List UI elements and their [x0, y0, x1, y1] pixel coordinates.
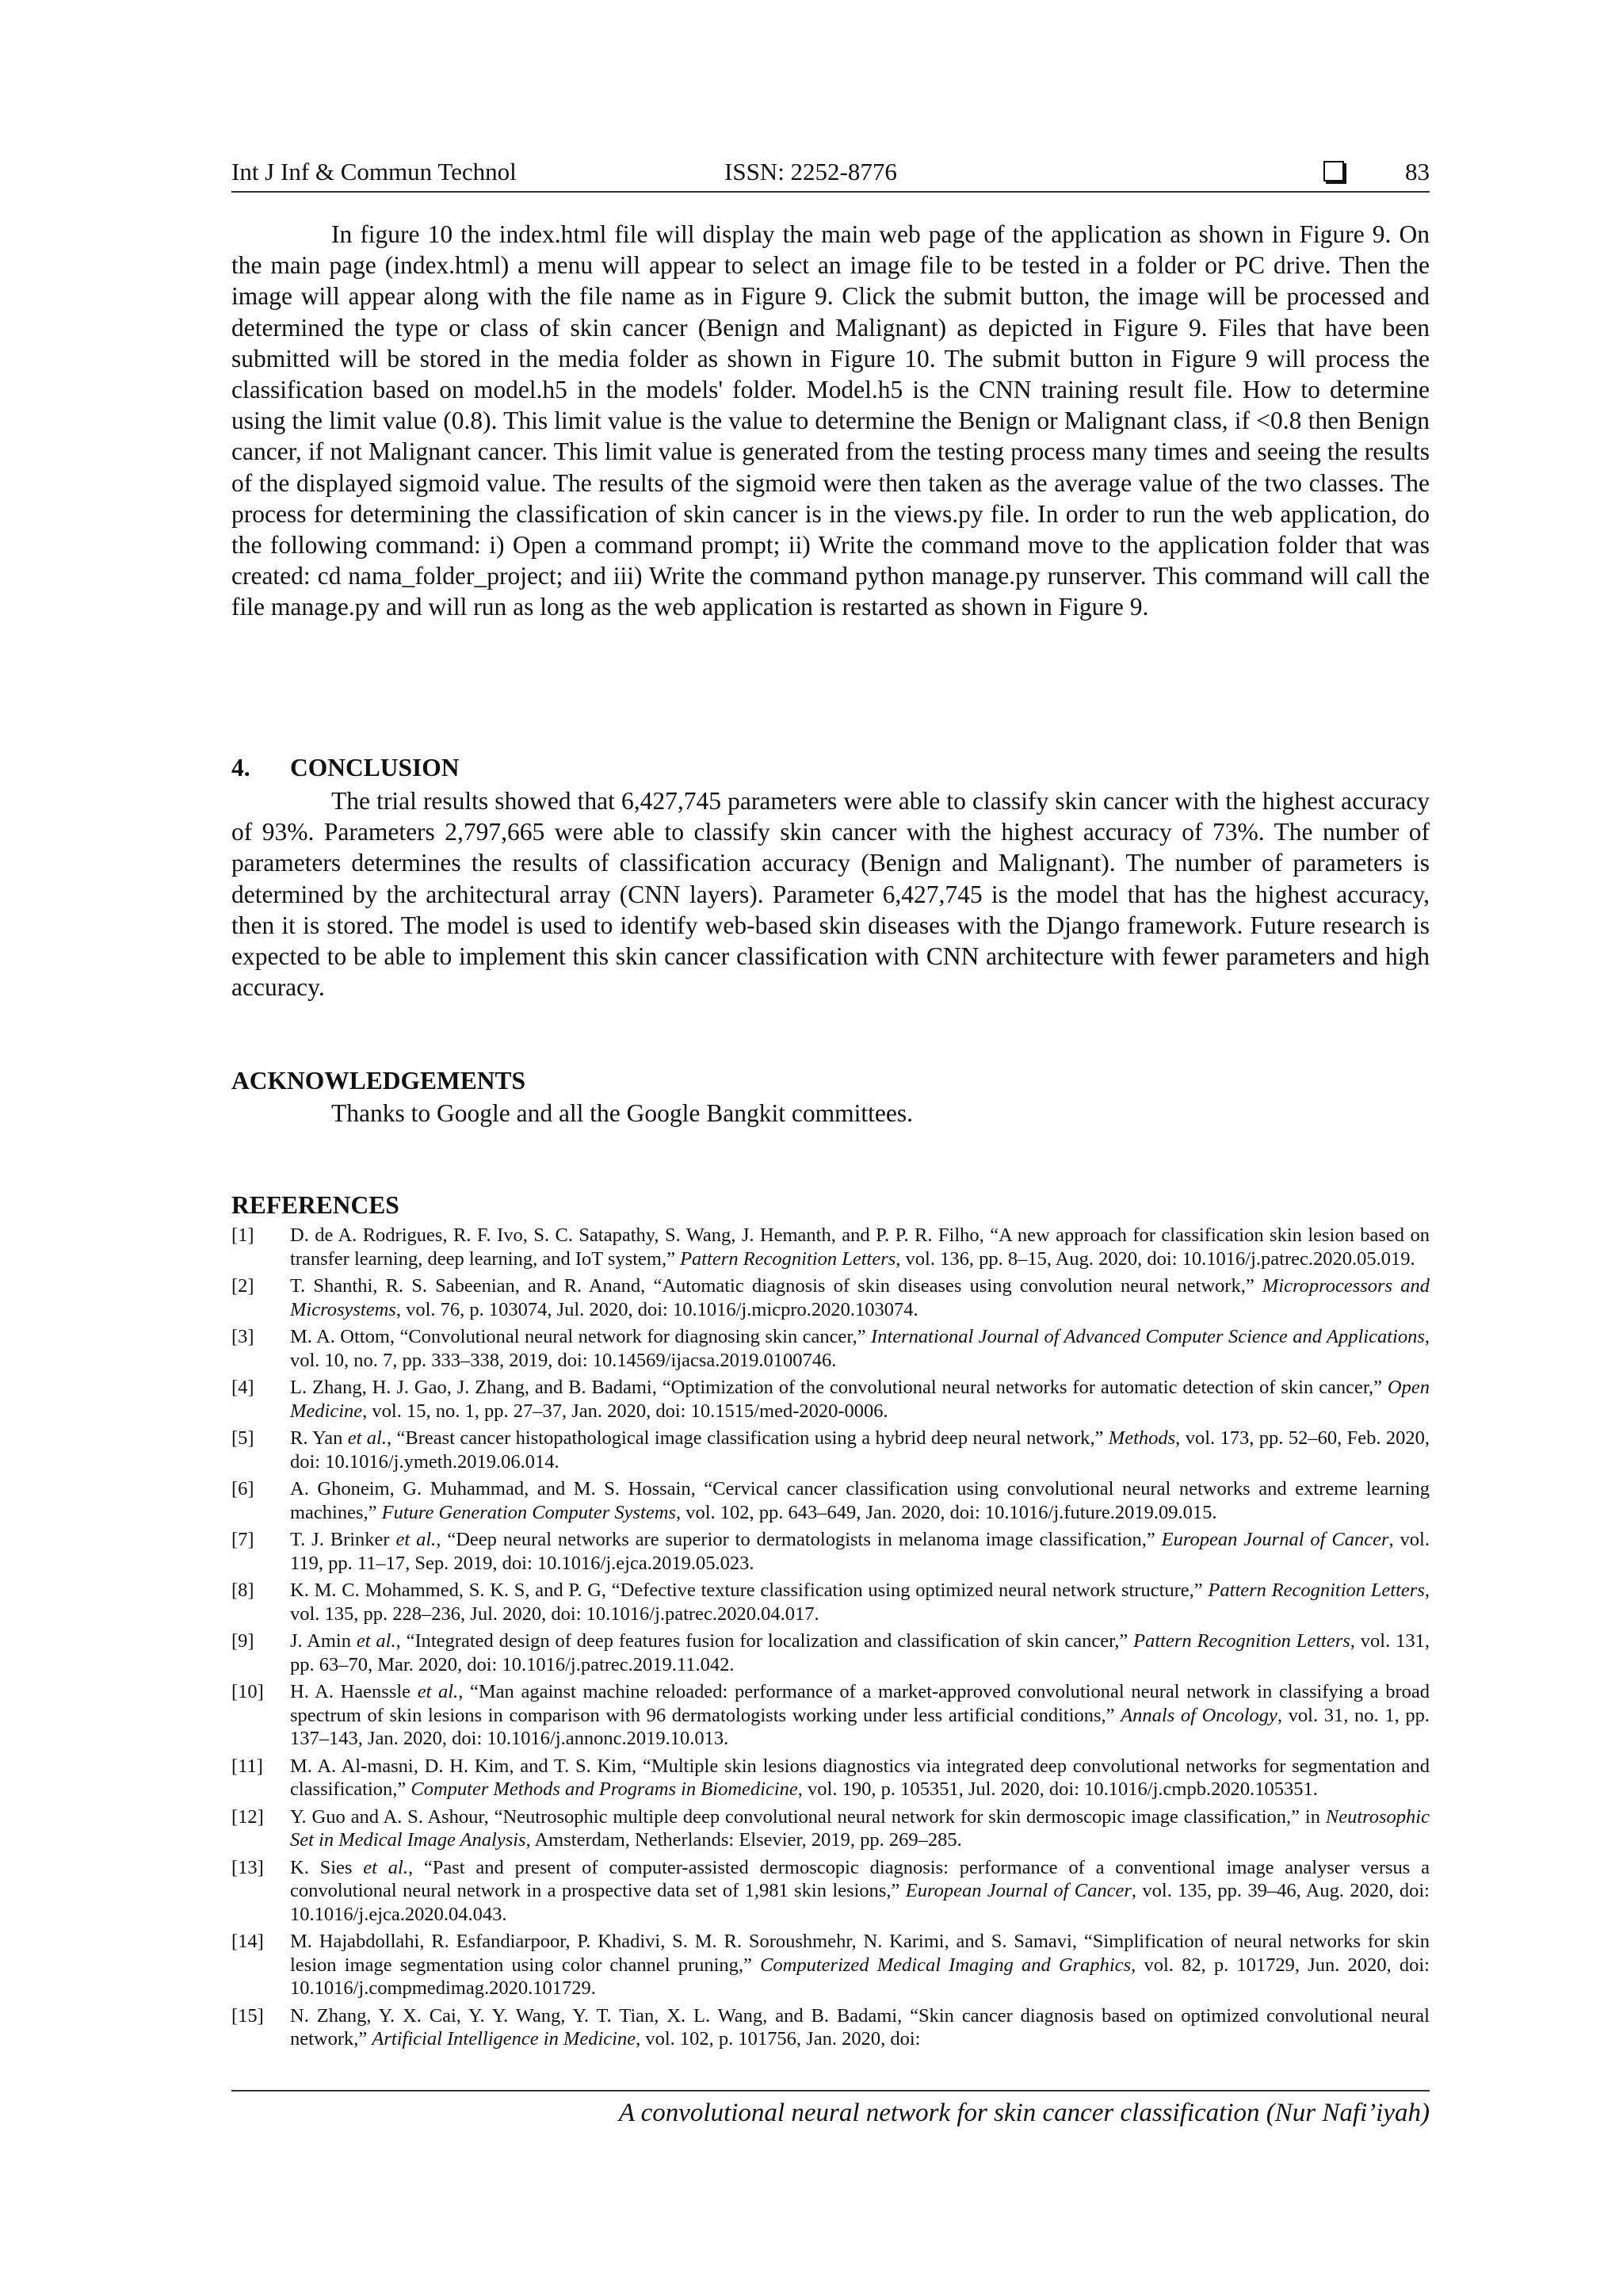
- reference-venue: Future Generation Computer Systems: [381, 1501, 676, 1523]
- acknowledgements-heading: [231, 1067, 525, 1095]
- reference-number: [14]: [231, 1931, 264, 1952]
- reference-item: [231, 1376, 1430, 1423]
- reference-venue: Pattern Recognition Letters: [1208, 1580, 1425, 1601]
- reference-etal: et al.: [347, 1427, 387, 1449]
- reference-item: [231, 1579, 1430, 1626]
- reference-number: [9]: [231, 1630, 254, 1652]
- reference-venue: European Journal of Cancer: [905, 1880, 1132, 1901]
- reference-venue: Methods: [1108, 1427, 1176, 1449]
- reference-venue: Artificial Intelligence in Medicine: [372, 2028, 636, 2050]
- reference-etal: et al.: [395, 1529, 437, 1550]
- reference-title-text: , “Man against machine reloaded: performance of a market-approved convolutional neural network in classifying a broad spectrum of skin lesions in comparison with 96 dermatologists working under less artificial conditions,”: [290, 1681, 1430, 1726]
- reference-text: A. Ghoneim, G. Muhammad, and M. S. Hossain, “Cervical cancer classification using convolutional neural networks and extreme learning machines,”: [290, 1478, 1430, 1523]
- reference-venue: Annals of Oncology: [1121, 1704, 1277, 1726]
- reference-details: , vol. 102, p. 101756, Jan. 2020, doi:: [636, 2028, 921, 2050]
- reference-text: T. Shanthi, R. S. Sabeenian, and R. Anand, “Automatic diagnosis of skin diseases using convolution neural network,”: [290, 1275, 1262, 1297]
- reference-item: [231, 1805, 1430, 1852]
- reference-item: [231, 1427, 1430, 1473]
- reference-venue: Computer Methods and Programs in Biomedicine: [411, 1778, 798, 1800]
- references-heading: [231, 1191, 399, 1220]
- conclusion-heading: [231, 754, 460, 782]
- conclusion-number: 4.: [231, 754, 250, 781]
- reference-text: R. Yan: [290, 1427, 348, 1449]
- reference-number: [4]: [231, 1377, 254, 1398]
- reference-details: , vol. 102, pp. 643–649, Jan. 2020, doi: 10.1016/j.future.2019.09.015.: [675, 1501, 1217, 1523]
- reference-text: D. de A. Rodrigues, R. F. Ivo, S. C. Satapathy, S. Wang, J. Hemanth, and P. P. R. Filho, “A new approach for classification skin lesion based on transfer learning, deep learning, and IoT system,”: [290, 1224, 1430, 1270]
- reference-number: [12]: [231, 1805, 264, 1828]
- reference-item: [231, 1528, 1430, 1575]
- reference-number: [1]: [231, 1224, 254, 1246]
- reference-details: , vol. 135, pp. 228–236, Jul. 2020, doi: 10.1016/j.patrec.2020.04.017.: [290, 1580, 1430, 1625]
- reference-text: M. A. Ottom, “Convolutional neural network for diagnosing skin cancer,”: [290, 1326, 872, 1347]
- reference-title-text: , “Breast cancer histopathological image classification using a hybrid deep neural network,”: [386, 1427, 1109, 1449]
- reference-etal: et al.: [417, 1681, 459, 1702]
- reference-number: [13]: [231, 1856, 264, 1878]
- intro-paragraph: In figure 10 the index.html file will display the main web page of the application as shown in Figure 9. On the main page (index.html) a menu will appear to select an image file to be tested in a folder or PC drive. Then the image will appear along with the file name as in Figure 9. Click the submit button, the image will be processed and determined the type or class of skin cancer (Benign and Malignant) as depicted in Figure 9. Files that have been submitted will be stored in the media folder as shown in Figure 10. The submit button in Figure 9 will process the classification based on model.h5 in the models' folder. Model.h5 is the CNN training result file. How to determine using the limit value (0.8). This limit value is the value to determine the Benign or Malignant class, if <0.8 then Benign cancer, if not Malignant cancer. This limit value is generated from the testing process many times and seeing the results of the displayed sigmoid value. The results of the sigmoid were then taken as the average value of the two classes. The process for determining the classification of skin cancer is in the views.py file. In order to run the web application, do the following command: i) Open a command prompt; ii) Write the command move to the application folder that was created: cd nama_folder_project; and iii) Write the command python manage.py runserver. This command will call the file manage.py and will run as long as the web application is restarted as shown in Figure 9.: [231, 220, 1430, 621]
- reference-details: , vol. 135, pp. 39–46, Aug. 2020, doi: 10.1016/j.ejca.2020.04.043.: [290, 1880, 1430, 1925]
- reference-number: [10]: [231, 1681, 264, 1702]
- reference-number: [8]: [231, 1580, 254, 1601]
- reference-list: [231, 1224, 1430, 2055]
- conclusion-paragraph: The trial results showed that 6,427,745 parameters were able to classify skin cancer with the highest accuracy of 93%. Parameters 2,797,665 were able to classify skin cancer with the highest accuracy of 73%. The number of parameters determines the results of classification accuracy (Benign and Malignant). The number of parameters is determined by the architectural array (CNN layers). Parameter 6,427,745 is the model that has the highest accuracy, then it is stored. The model is used to identify web-based skin diseases with the Django framework. Future research is expected to be able to implement this skin cancer classification with CNN architecture with fewer parameters and high accuracy.: [231, 787, 1430, 1002]
- footer-divider: [231, 2090, 1430, 2092]
- acknowledgements-paragraph: Thanks to Google and all the Google Bangkit committees.: [331, 1099, 913, 1127]
- reference-text: K. M. C. Mohammed, S. K. S, and P. G, “Defective texture classification using optimized neural network structure,”: [290, 1580, 1209, 1601]
- acknowledgements-block: [231, 1098, 1430, 1129]
- reference-details: , vol. 10, no. 7, pp. 333–338, 2019, doi: 10.14569/ijacsa.2019.0100746.: [290, 1326, 1430, 1371]
- references-title: REFERENCES: [231, 1191, 399, 1219]
- reference-number: [2]: [231, 1275, 254, 1297]
- reference-title-text: , “Integrated design of deep features fusion for localization and classification of skin cancer,”: [395, 1630, 1134, 1652]
- reference-number: [3]: [231, 1326, 254, 1347]
- reference-details: , vol. 136, pp. 8–15, Aug. 2020, doi: 10.1016/j.patrec.2020.05.019.: [896, 1247, 1415, 1270]
- reference-item: [231, 1274, 1430, 1321]
- conclusion-block: [231, 785, 1430, 1003]
- reference-venue: Pattern Recognition Letters: [1133, 1630, 1350, 1652]
- reference-item: [231, 1629, 1430, 1676]
- reference-text: T. J. Brinker: [290, 1529, 396, 1550]
- reference-text: J. Amin: [290, 1630, 357, 1652]
- reference-text: N. Zhang, Y. X. Cai, Y. Y. Wang, Y. T. Tian, X. L. Wang, and B. Badami, “Skin cancer diagnosis based on optimized convolutional neural network,”: [290, 2004, 1430, 2050]
- reference-item: [231, 1755, 1430, 1801]
- reference-venue: European Journal of Cancer: [1161, 1529, 1389, 1550]
- reference-details: , vol. 76, p. 103074, Jul. 2020, doi: 10.1016/j.micpro.2020.103074.: [395, 1298, 918, 1320]
- reference-item: [231, 2004, 1430, 2051]
- reference-item: [231, 1325, 1430, 1372]
- reference-text: L. Zhang, H. J. Gao, J. Zhang, and B. Badami, “Optimization of the convolutional neural networks for automatic detection of skin cancer,”: [290, 1377, 1388, 1398]
- reference-text: M. Hajabdollahi, R. Esfandiarpoor, P. Khadivi, S. M. R. Soroushmehr, N. Karimi, and S. Samavi, “Simplification of neural networks for skin lesion image segmentation using color channel pruning,”: [290, 1931, 1430, 1976]
- reference-number: [6]: [231, 1478, 254, 1499]
- reference-text: M. A. Al-masni, D. H. Kim, and T. S. Kim, “Multiple skin lesions diagnostics via integrated deep convolutional networks for segmentation and classification,”: [290, 1755, 1430, 1800]
- reference-item: [231, 1477, 1430, 1524]
- reference-details: , vol. 131, pp. 63–70, Mar. 2020, doi: 10.1016/j.patrec.2019.11.042.: [290, 1630, 1430, 1675]
- page-header: [231, 155, 1430, 193]
- reference-title-text: , “Past and present of computer-assisted dermoscopic diagnosis: performance of a conventional image analyser versus a convolutional neural network in a prospective data set of 1,981 skin lesions,”: [290, 1856, 1430, 1901]
- reference-title-text: , “Deep neural networks are superior to dermatologists in melanoma image classification,”: [436, 1529, 1162, 1550]
- reference-venue: Open Medicine: [290, 1377, 1430, 1422]
- reference-number: [7]: [231, 1529, 254, 1550]
- reference-text: Y. Guo and A. S. Ashour, “Neutrosophic multiple deep convolutional neural network for skin dermoscopic image classification,” in: [290, 1805, 1326, 1828]
- reference-etal: et al.: [356, 1630, 396, 1652]
- reference-venue: Pattern Recognition Letters: [680, 1247, 896, 1270]
- reference-venue: Computerized Medical Imaging and Graphics: [760, 1954, 1132, 1976]
- reference-details: , vol. 82, p. 101729, Jun. 2020, doi: 10.1016/j.compmedimag.2020.101729.: [290, 1954, 1430, 1999]
- reference-details: , vol. 173, pp. 52–60, Feb. 2020, doi: 10.1016/j.ymeth.2019.06.014.: [290, 1427, 1430, 1473]
- reference-venue: International Journal of Advanced Computer Science and Applications: [871, 1326, 1425, 1347]
- reference-item: [231, 1680, 1430, 1751]
- reference-text: K. Sies: [290, 1856, 364, 1878]
- page-number: 83: [1405, 158, 1430, 185]
- reference-text: H. A. Haenssle: [290, 1681, 418, 1702]
- reference-details: , Amsterdam, Netherlands: Elsevier, 2019, pp. 269–285.: [525, 1829, 962, 1851]
- reference-item: [231, 1224, 1430, 1270]
- conclusion-title: CONCLUSION: [290, 754, 460, 781]
- intro-paragraph-block: [231, 219, 1430, 623]
- reference-item: [231, 1930, 1430, 2000]
- reference-number: [5]: [231, 1427, 254, 1449]
- running-title: A convolutional neural network for skin cancer classification (Nur Nafi’iyah): [618, 2099, 1430, 2127]
- reference-details: , vol. 119, pp. 11–17, Sep. 2019, doi: 10.1016/j.ejca.2019.05.023.: [290, 1529, 1430, 1574]
- reference-details: , vol. 31, no. 1, pp. 137–143, Jan. 2020, doi: 10.1016/j.annonc.2019.10.013.: [290, 1704, 1430, 1749]
- reference-venue: Microprocessors and Microsystems: [290, 1275, 1430, 1320]
- reference-number: [11]: [231, 1755, 263, 1777]
- reference-details: , vol. 190, p. 105351, Jul. 2020, doi: 10.1016/j.cmpb.2020.105351.: [797, 1778, 1318, 1800]
- reference-number: [15]: [231, 2004, 264, 2027]
- journal-name: Int J Inf & Commun Technol: [231, 158, 517, 185]
- square-icon: [1323, 161, 1344, 181]
- reference-etal: et al.: [363, 1856, 408, 1878]
- acknowledgements-title: ACKNOWLEDGEMENTS: [231, 1067, 526, 1095]
- reference-item: [231, 1856, 1430, 1927]
- reference-venue: Neutrosophic Set in Medical Image Analysis: [290, 1805, 1430, 1851]
- issn: ISSN: 2252-8776: [724, 158, 897, 185]
- reference-details: , vol. 15, no. 1, pp. 27–37, Jan. 2020, doi: 10.1515/med-2020-0006.: [362, 1400, 888, 1422]
